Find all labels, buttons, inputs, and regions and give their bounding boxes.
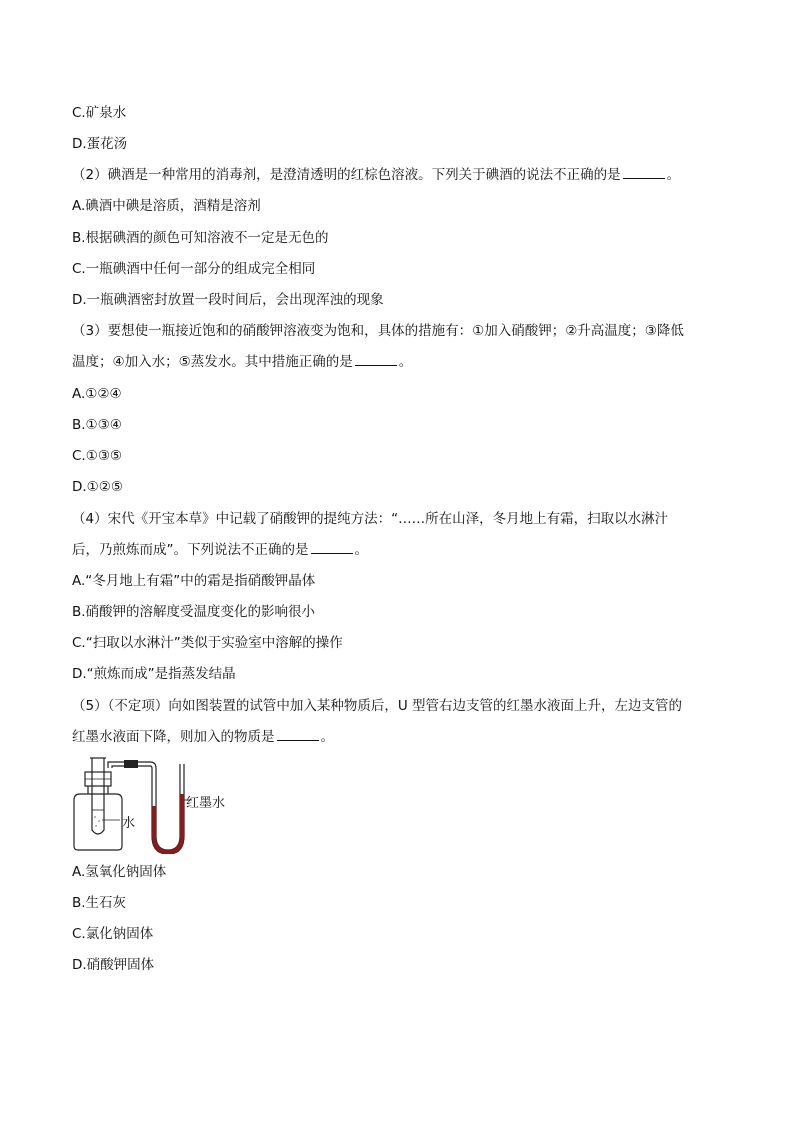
q5-option-a: A.氢氧化钠固体: [72, 864, 167, 880]
q4-stem-text: 后，乃煎炼而成”。下列说法不正确的是: [72, 542, 309, 558]
q3-stem-text: 温度；④加入水；⑤蒸发水。其中措施正确的是: [72, 354, 353, 370]
q2-option-c: C.一瓶碘酒中任何一部分的组成完全相同: [72, 261, 316, 277]
q4-option-c: C.“扫取以水淋汁”类似于实验室中溶解的操作: [72, 635, 343, 651]
q2-option-a: A.碘酒中碘是溶质，酒精是溶剂: [72, 198, 261, 214]
q3-stem-line2: [72, 353, 412, 371]
answer-blank: [355, 353, 397, 366]
q5-stem-line1: （5）（不定项）向如图装置的试管中加入某种物质后，U 型管右边支管的红墨水液面上升，左边支管的: [72, 698, 683, 714]
q1-option-d: D.蛋花汤: [72, 136, 128, 152]
q4-option-d: D.“煎炼而成”是指蒸发结晶: [72, 666, 236, 682]
q5-option-b: B.生石灰: [72, 895, 127, 911]
q3-option-d: D.①②⑤: [72, 479, 123, 495]
answer-blank: [623, 166, 665, 179]
q2-option-d: D.一瓶碘酒密封放置一段时间后，会出现浑浊的现象: [72, 292, 384, 308]
q1-option-c: C.矿泉水: [72, 105, 127, 121]
q2-stem-end: 。: [666, 167, 681, 183]
flask-outline: [74, 794, 122, 850]
q4-option-b: B.硝酸钾的溶解度受温度变化的影响很小: [72, 604, 316, 620]
answer-blank: [277, 728, 319, 741]
q4-stem-line2: [72, 541, 368, 559]
q2-stem: [72, 166, 680, 184]
q5-stem-line2: [72, 728, 334, 746]
q4-stem-end: 。: [354, 542, 368, 558]
q5-option-c: C.氯化钠固体: [72, 926, 154, 942]
answer-blank: [311, 541, 353, 554]
q5-stem-text: 红墨水液面下降，则加入的物质是: [72, 729, 275, 745]
water-label: 水: [122, 816, 136, 831]
q3-stem-end: 。: [398, 354, 413, 370]
red-ink-fill: [152, 794, 184, 854]
q2-stem-text: （2）碘酒是一种常用的消毒剂，是澄清透明的红棕色溶液。下列关于碘酒的说法不正确的是: [72, 167, 621, 183]
q5-stem-end: 。: [320, 729, 334, 745]
q5-option-d: D.硝酸钾固体: [72, 957, 155, 973]
apparatus-figure: [68, 754, 238, 854]
q3-option-b: B.①③④: [72, 417, 122, 433]
test-tube: [92, 758, 104, 834]
q3-stem-line1: （3）要想使一瓶接近饱和的硝酸钾溶液变为饱和，具体的措施有：①加入硝酸钾；②升高温度；③降低: [72, 323, 684, 339]
q4-stem-line1: （4）宋代《开宝本草》中记载了硝酸钾的提纯方法：“……所在山泽，冬月地上有霜，扫取以水淋汁: [72, 511, 669, 527]
q3-option-a: A.①②④: [72, 386, 122, 402]
q2-option-b: B.根据碘酒的颜色可知溶液不一定是无色的: [72, 230, 329, 246]
q4-option-a: A.“冬月地上有霜”中的霜是指硝酸钾晶体: [72, 573, 316, 589]
q3-option-c: C.①③⑤: [72, 448, 123, 464]
red-ink-label: 红墨水: [186, 796, 226, 811]
rubber-tube: [124, 760, 138, 768]
